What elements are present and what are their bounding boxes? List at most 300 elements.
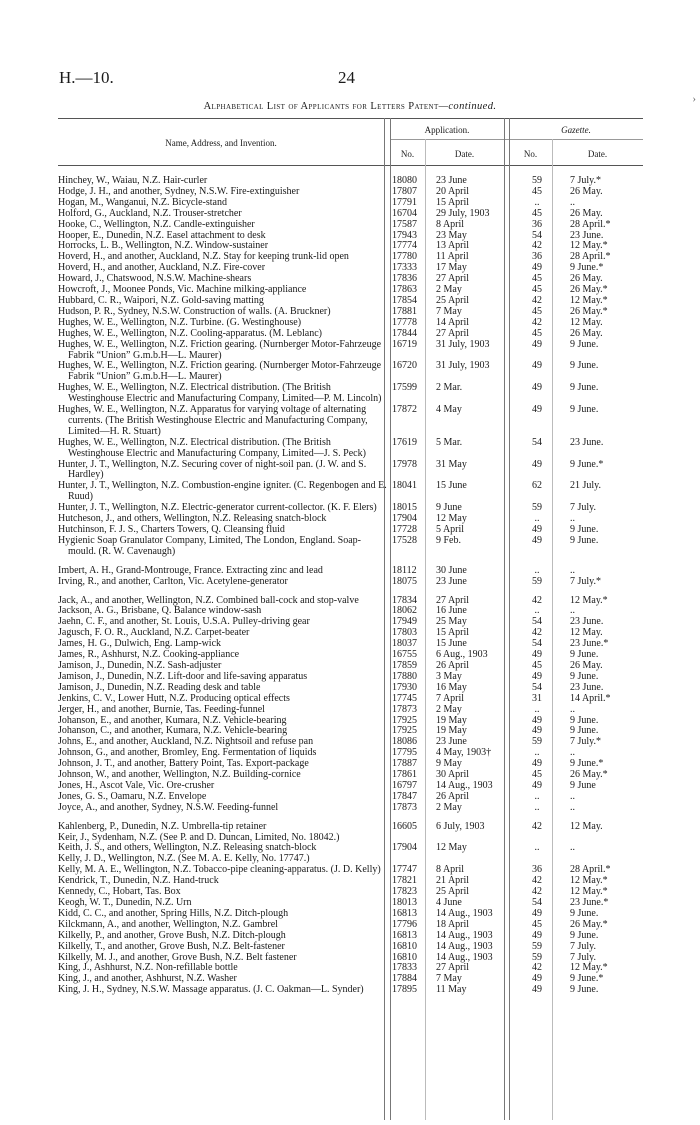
gazette-date: 12 May.* [570,240,608,252]
application-number: 17795 [392,747,417,759]
gazette-number: .. [534,196,540,208]
gazette-date: 26 May. [570,659,603,671]
gazette-number: 49 [532,714,542,726]
application-date: 19 May [436,725,467,737]
application-number: 18080 [392,175,417,186]
gazette-date: .. [570,196,575,208]
applicant-name-invention: Hutcheson, J., and others, Wellington, N.Z. Releasing snatch-block [58,513,327,525]
application-number: 17943 [392,229,417,241]
gazette-number: 42 [532,962,542,974]
gazette-number: .. [534,790,540,802]
gazette-number: 54 [532,638,542,650]
list-title [0,101,700,112]
gazette-date: 9 June.* [570,973,604,985]
application-date: 5 Mar. [436,436,463,448]
applicant-name-invention: Jamison, J., Dunedin, N.Z. Reading desk and table [58,681,261,693]
applicant-name-invention: Hoverd, H., and another, Auckland, N.Z. Stay for keeping trunk-lid open [58,251,349,263]
gazette-number: 54 [532,897,542,908]
applicant-name-invention: Kilckmann, A., and another, Wellington, N.Z. Gambrel [58,918,278,930]
gazette-date: 9 June.* [570,758,604,770]
application-number: 16704 [392,207,417,219]
application-date: 29 July, 1903 [436,207,490,219]
gazette-date: 26 May. [570,327,603,339]
gazette-date: 28 April.* [570,864,611,876]
application-number: 17930 [392,681,417,693]
gazette-number: 49 [532,725,542,737]
gazette-date: 12 May.* [570,875,608,887]
application-number: 17895 [392,984,417,996]
applicant-name-invention: Johanson, E., and another, Kumara, N.Z. Vehicle-bearing [58,714,287,726]
applicant-name-invention: Hughes, W. E., Wellington, N.Z. Apparatus for varying voltage of alternating currents. (The British Westinghouse Electric and Manufacturing Company, Limited—H. R. Stuart) [58,404,368,437]
gazette-number: 45 [532,207,542,219]
column-header-gazette-no: No. [523,149,538,159]
gazette-date: .. [570,513,575,525]
applicant-name-invention: Joyce, A., and another, Sydney, N.S.W. Feeding-funnel [58,801,279,813]
applicant-name-invention: Kilkelly, P., and another, Grove Bush, N.Z. Ditch-plough [58,929,286,941]
gazette-date: .. [570,747,575,759]
gazette-number: 45 [532,659,542,671]
gazette-number: 49 [532,649,542,661]
application-date: 17 May [436,262,467,274]
gazette-number: 59 [532,575,542,587]
gazette-number: 49 [532,907,542,919]
gazette-number: 62 [532,480,542,492]
gazette-number: 54 [532,436,542,448]
applicant-name-invention: Hughes, W. E., Wellington, N.Z. Friction gearing. (Nurnberger Motor-Fahrzeuge Fabrik “Union” G.m.b.H—L. Maurer) [58,360,382,383]
list-title-main: Alphabetical List of Applicants for Letters Patent [203,101,439,112]
gazette-number: .. [534,842,540,854]
application-number: 18041 [392,480,417,492]
gazette-date: 9 June.* [570,262,604,274]
gazette-date: 28 April.* [570,218,611,230]
application-date: 14 Aug., 1903 [436,779,493,791]
gazette-number: 31 [532,692,542,704]
application-date: 27 April [436,327,470,339]
gazette-number: 45 [532,185,542,197]
application-number: 18013 [392,897,417,908]
table-row [58,931,643,942]
application-date: 11 May [436,984,467,996]
application-date: 16 June [436,605,467,617]
table-row [58,438,643,460]
application-number: 16813 [392,929,417,941]
applicant-name-invention: Johanson, C., and another, Kumara, N.Z. Vehicle-bearing [58,725,288,737]
applicant-name-invention: Hinchey, W., Waiau, N.Z. Hair-curler [58,175,208,186]
gazette-date: 9 June. [570,404,599,416]
application-date: 16 May [436,681,467,693]
application-date: 12 May [436,842,467,854]
application-number: 17904 [392,842,417,854]
table-row [58,566,643,577]
application-number: 17884 [392,973,417,985]
application-date: 15 April [436,196,470,208]
gazette-number: 45 [532,918,542,930]
column-header-name: Name, Address, and Invention. [165,138,277,148]
list-title-continued: —continued. [438,101,497,112]
application-date: 6 July, 1903 [436,820,485,832]
application-date: 14 April [436,316,470,328]
gazette-date: 23 June.* [570,638,609,650]
gazette-number: 49 [532,262,542,274]
gazette-number: 49 [532,382,542,394]
table-row [58,694,643,705]
gazette-date: 26 May. [570,185,603,197]
application-number: 17873 [392,801,417,813]
gazette-number: 49 [532,458,542,470]
application-date: 26 April [436,659,470,671]
gazette-number: .. [534,801,540,813]
application-number: 17861 [392,769,417,781]
application-date: 31 July, 1903 [436,360,490,372]
applicant-name-invention: Jaehn, C. F., and another, St. Louis, U.S.A. Pulley-driving gear [58,616,310,628]
applicant-name-invention: Hughes, W. E., Wellington, N.Z. Friction gearing. (Nurnberger Motor-Fahrzeuge Fabrik “Union” G.m.b.H—L. Maurer) [58,338,382,361]
application-number: 17599 [392,382,417,394]
applicant-name-invention: Hughes, W. E., Wellington, N.Z. Cooling-apparatus. (M. Leblanc) [58,327,322,339]
application-date: 2 May [436,801,462,813]
gazette-date: 7 July. [570,940,597,952]
applicant-name-invention: Hooper, E., Dunedin, N.Z. Easel attachment to desk [58,229,266,241]
application-number: 17887 [392,758,417,770]
applicant-name-invention: Kendrick, T., Dunedin, N.Z. Hand-truck [58,875,219,887]
applicant-name-invention: Imbert, A. H., Grand-Montrouge, France. Extracting zinc and lead [58,564,323,576]
application-number: 17528 [392,534,417,546]
application-number: 17836 [392,273,417,285]
gazette-date: 9 June. [570,534,599,546]
table-row [58,460,643,482]
gazette-date: .. [570,703,575,715]
application-date: 23 June [436,736,467,748]
application-date: 31 May [436,458,467,470]
column-header-gazette-date: Date. [587,149,608,159]
application-date: 4 May [436,404,462,416]
application-date: 27 April [436,273,470,285]
application-number: 17847 [392,790,417,802]
gazette-date: 9 June. [570,360,599,372]
application-number: 17774 [392,240,417,252]
application-date: 30 April [436,769,470,781]
application-date: 2 May [436,703,462,715]
applicant-name-invention: Jones, H., Ascot Vale, Vic. Ore-crusher [58,779,215,791]
application-number: 17880 [392,670,417,682]
application-number: 17833 [392,962,417,974]
application-date: 9 June [436,502,462,514]
application-date: 3 May [436,670,462,682]
gazette-date: .. [570,842,575,854]
application-number: 18086 [392,736,417,748]
gazette-date: 23 June.* [570,897,609,908]
gazette-number: 42 [532,820,542,832]
application-date: 27 April [436,962,470,974]
applicant-name-invention: King, J., and another, Ashhurst, N.Z. Washer [58,973,237,985]
column-header-application-no: No. [400,149,415,159]
application-number: 17821 [392,875,417,887]
applicant-name-invention: Keith, J. S., and others, Wellington, N.Z. Releasing snatch-block [58,842,317,854]
gazette-date: 7 July.* [570,736,602,748]
applicant-name-invention: Jenkins, C. V., Lower Hutt, N.Z. Producing optical effects [58,692,290,704]
application-number: 16605 [392,820,417,832]
table-row [58,220,643,231]
gazette-number: 49 [532,929,542,941]
gazette-date: 26 May.* [570,305,608,317]
column-header-application: Application. [424,125,470,135]
application-date: 8 April [436,218,465,230]
applicant-name-invention: Hughes, W. E., Wellington, N.Z. Turbine. (G. Westinghouse) [58,316,302,328]
application-number: 17834 [392,594,417,606]
gazette-date: 12 May.* [570,962,608,974]
application-number: 17854 [392,294,417,306]
applicant-name-invention: Kahlenberg, P., Dunedin, N.Z. Umbrella-tip retainer [58,820,267,832]
table-row [58,383,643,405]
gazette-number: 54 [532,681,542,693]
gazette-number: 42 [532,316,542,328]
gazette-date: 9 June. [570,984,599,996]
table-row [58,942,643,953]
gazette-number: 45 [532,305,542,317]
application-number: 18037 [392,638,417,650]
application-number: 17863 [392,284,417,296]
application-date: 4 May, 1903† [436,747,492,759]
application-date: 9 May [436,758,462,770]
applicant-name-invention: Jerger, H., and another, Burnie, Tas. Feeding-funnel [58,703,265,715]
application-date: 15 April [436,627,470,639]
application-number: 17803 [392,627,417,639]
gazette-date: 26 May. [570,273,603,285]
gazette-number: 49 [532,984,542,996]
applicant-name-invention: Hughes, W. E., Wellington, N.Z. Electrical distribution. (The British Westinghouse Electric and Manufacturing Company, Limited—P. M. Lincoln) [58,382,382,405]
application-date: 14 Aug., 1903 [436,940,493,952]
gazette-date: 12 May. [570,820,603,832]
application-date: 7 May [436,973,462,985]
gazette-date: 23 June. [570,436,604,448]
application-number: 16720 [392,360,417,372]
application-number: 17778 [392,316,417,328]
application-date: 25 April [436,886,470,898]
applicant-name-invention: Jamison, J., Dunedin, N.Z. Lift-door and life-saving apparatus [58,670,308,682]
gazette-date: 7 July.* [570,175,602,186]
application-date: 13 April [436,240,470,252]
application-date: 2 May [436,284,462,296]
gazette-number: .. [534,513,540,525]
gazette-date: 9 June [570,779,596,791]
application-number: 16797 [392,779,417,791]
page-number: 24 [338,68,355,87]
gazette-number: 42 [532,886,542,898]
applicant-name-invention: Kidd, C. C., and another, Spring Hills, N.Z. Ditch-plough [58,907,289,919]
application-number: 16810 [392,951,417,963]
application-date: 21 April [436,875,470,887]
gazette-number: 59 [532,951,542,963]
applicant-name-invention: Irving, R., and another, Carlton, Vic. Acetylene-generator [58,575,288,587]
gazette-number: 45 [532,327,542,339]
applicant-name-invention: Jagusch, F. O. R., Auckland, N.Z. Carpet-beater [58,627,250,639]
gazette-date: 12 May.* [570,294,608,306]
applicant-name-invention: King, J. H., Sydney, N.S.W. Massage apparatus. (J. C. Oakman—L. Synder) [58,984,364,996]
application-date: 25 April [436,294,470,306]
applicant-name-invention: Jackson, A. G., Brisbane, Q. Balance window-sash [58,605,262,617]
gazette-number: 36 [532,864,542,876]
gazette-number: 49 [532,534,542,546]
gazette-date: 23 June. [570,681,604,693]
application-number: 17881 [392,305,417,317]
column-header-gazette: Gazette. [561,125,591,135]
applicant-name-invention: Horrocks, L. B., Wellington, N.Z. Window-sustainer [58,240,269,252]
gazette-number: 45 [532,769,542,781]
application-number: 16810 [392,940,417,952]
gazette-number: 59 [532,940,542,952]
applicant-name-invention: Hogan, M., Wanganui, N.Z. Bicycle-stand [58,196,227,208]
gazette-date: .. [570,790,575,802]
application-number: 16719 [392,338,417,350]
application-date: 4 June [436,897,462,908]
application-number: 17780 [392,251,417,263]
application-date: 23 June [436,575,467,587]
gazette-date: 14 April.* [570,692,611,704]
application-number: 18112 [392,564,417,576]
application-number: 17587 [392,218,417,230]
gazette-date: 9 June. [570,670,599,682]
application-number: 17796 [392,918,417,930]
gazette-date: 12 May. [570,627,603,639]
gazette-date: 9 June. [570,929,599,941]
applicant-name-invention: James, R., Ashhurst, N.Z. Cooking-appliance [58,649,240,661]
gazette-number: 49 [532,973,542,985]
application-number: 17745 [392,692,417,704]
gazette-date: 9 June. [570,725,599,737]
gazette-date: 9 June. [570,714,599,726]
gazette-number: 36 [532,251,542,263]
gazette-number: 42 [532,875,542,887]
application-number: 18015 [392,502,417,514]
application-date: 14 Aug., 1903 [436,907,493,919]
gazette-number: 42 [532,240,542,252]
gazette-date: 26 May.* [570,918,608,930]
gazette-date: 12 May. [570,316,603,328]
gazette-date: 28 April.* [570,251,611,263]
gazette-number: 49 [532,670,542,682]
applicant-name-invention: Hubbard, C. R., Waipori, N.Z. Gold-saving matting [58,294,264,306]
applicant-name-invention: Hygienic Soap Granulator Company, Limited, The London, England. Soap-mould. (R. W. Cavenaugh) [58,534,361,557]
application-date: 15 June [436,638,467,650]
application-number: 18062 [392,605,417,617]
application-number: 17333 [392,262,417,274]
table-row [58,481,643,503]
application-number: 17844 [392,327,417,339]
applicant-name-invention: Kilkelly, T., and another, Grove Bush, N.Z. Belt-fastener [58,940,285,952]
applicant-name-invention: Kelly, M. A. E., Wellington, N.Z. Tobacco-pipe cleaning-apparatus. (J. D. Kelly) [58,864,381,876]
applicant-name-invention: Hooke, C., Wellington, N.Z. Candle-extinguisher [58,218,255,230]
applicant-name-invention: Hughes, W. E., Wellington, N.Z. Electrical distribution. (The British Westinghouse Electric and Manufacturing Company, Limited—J. S. Peck) [58,436,366,459]
gazette-number: 59 [532,502,542,514]
gazette-date: 23 June. [570,616,604,628]
gazette-date: 9 June. [570,524,599,535]
gazette-date: 26 May.* [570,284,608,296]
gazette-date: 9 June. [570,649,599,661]
application-number: 17925 [392,725,417,737]
application-date: 23 June [436,175,467,186]
application-date: 31 July, 1903 [436,338,490,350]
application-number: 17904 [392,513,417,525]
application-number: 17859 [392,659,417,671]
gazette-date: 9 June. [570,338,599,350]
application-date: 27 April [436,594,470,606]
table-row [58,705,643,716]
gazette-number: 54 [532,616,542,628]
application-date: 7 April [436,692,465,704]
application-number: 17873 [392,703,417,715]
gazette-number: 49 [532,404,542,416]
application-date: 26 April [436,790,470,802]
applicant-name-invention: Johnson, G., and another, Bromley, Eng. Fermentation of liquids [58,747,317,759]
applicant-name-invention: Keogh, W. T., Dunedin, N.Z. Urn [58,897,192,908]
application-number: 18075 [392,575,417,587]
gazette-number: .. [534,605,540,617]
document-reference: H.—10. [59,68,114,87]
table-row [58,822,643,833]
applicant-name-invention: Hunter, J. T., Wellington, N.Z. Electric-generator current-collector. (K. F. Elers) [58,502,377,514]
table-row [58,577,643,588]
application-date: 9 Feb. [436,534,461,546]
application-number: 17747 [392,864,417,876]
application-number: 16813 [392,907,417,919]
application-number: 16755 [392,649,417,661]
applicant-list [58,176,643,996]
gazette-number: 49 [532,360,542,372]
gazette-date: 26 May.* [570,769,608,781]
application-number: 17978 [392,458,417,470]
application-number: 17872 [392,404,417,416]
table-row [58,803,643,814]
application-date: 14 Aug., 1903 [436,929,493,941]
applicant-name-invention: Johnson, W., and another, Wellington, N.Z. Building-cornice [58,769,301,781]
table-row [58,361,643,383]
gazette-number: 45 [532,284,542,296]
table-row [58,329,643,340]
application-date: 2 Mar. [436,382,463,394]
application-date: 14 Aug., 1903 [436,951,493,963]
applicant-name-invention: Kennedy, C., Hobart, Tas. Box [58,886,181,898]
applicant-name-invention: King, J., Ashhurst, N.Z. Non-refillable bottle [58,962,238,974]
gazette-date: 9 June.* [570,458,604,470]
gazette-number: 49 [532,758,542,770]
applicant-name-invention: Johnson, J. T., and another, Battery Point, Tas. Export-package [58,758,309,770]
application-date: 20 April [436,185,470,197]
applicant-name-invention: Kelly, J. D., Wellington, N.Z. (See M. A. E. Kelly, No. 17747.) [58,853,310,865]
applicant-name-invention: Hunter, J. T., Wellington, N.Z. Combustion-engine igniter. (C. Regenbogen and E. Ruud) [58,480,387,503]
application-number: 17823 [392,886,417,898]
application-number: 17949 [392,616,417,628]
table-row [58,340,643,362]
applicant-name-invention: James, H. G., Dulwich, Eng. Lamp-wick [58,638,222,650]
applicant-name-invention: Jamison, J., Dunedin, N.Z. Sash-adjuster [58,659,222,671]
gazette-date: 7 July. [570,951,597,963]
table-row [58,536,643,558]
table-row [58,405,643,438]
gazette-number: 59 [532,175,542,186]
application-date: 18 April [436,918,470,930]
application-date: 23 May [436,229,467,241]
gazette-date: .. [570,605,575,617]
gazette-date: 26 May. [570,207,603,219]
page-edge-mark: › [692,93,696,105]
applicant-name-invention: Howcroft, J., Moonee Ponds, Vic. Machine milking-appliance [58,284,307,296]
gazette-date: 9 June. [570,907,599,919]
application-date: 25 May [436,616,467,628]
application-number: 17925 [392,714,417,726]
applicant-name-invention: Howard, J., Chatswood, N.S.W. Machine-shears [58,273,252,285]
table-header-rule [58,165,643,166]
applicant-name-invention: Hunter, J. T., Wellington, N.Z. Securing cover of night-soil pan. (J. W. and S. Hardley) [58,458,367,481]
application-date: 30 June [436,564,467,576]
